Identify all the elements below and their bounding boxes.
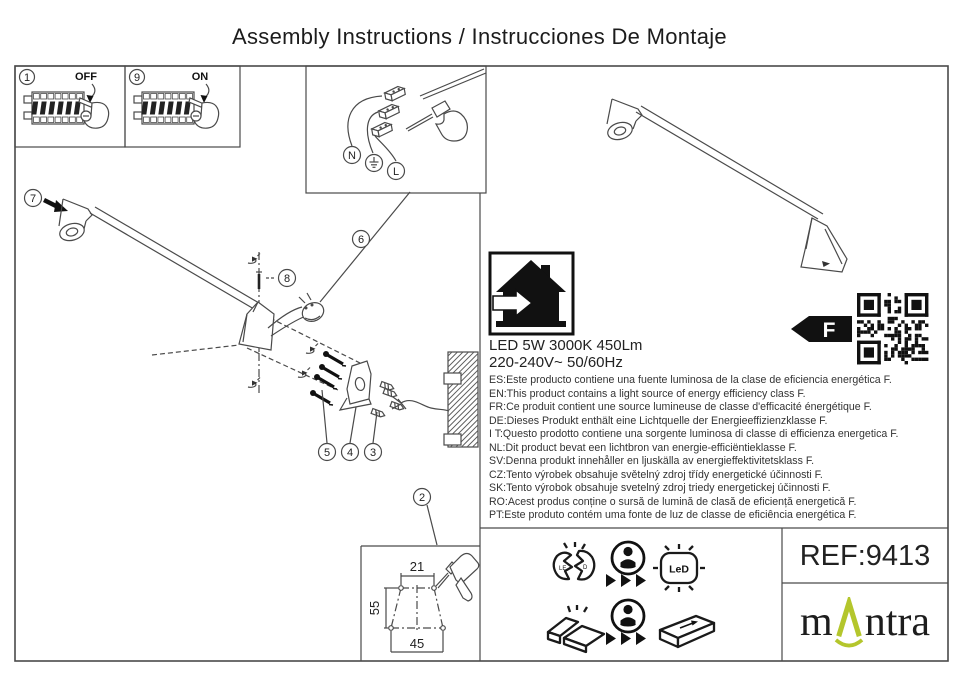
- callout-7: 7: [29, 193, 37, 205]
- brand-suffix: ntra: [864, 598, 930, 645]
- screw-icon: [323, 351, 346, 366]
- dim-bottom: 45: [409, 636, 425, 651]
- step-number: 9: [133, 72, 141, 84]
- brand-logo: [782, 584, 948, 659]
- neutral-label: N: [348, 150, 356, 162]
- drill-icon: [436, 554, 479, 602]
- replace-chevrons-icon: [606, 632, 646, 645]
- callout-5: 5: [323, 447, 331, 459]
- wiring-detail: [344, 69, 487, 180]
- energy-class-letter: F: [822, 319, 836, 342]
- reference-number: REF:9413: [799, 539, 931, 572]
- breaker-off-panel: [20, 70, 109, 129]
- screw-icon: [319, 364, 342, 379]
- breaker-on-panel: [130, 70, 219, 129]
- broken-driver-icon: [548, 605, 604, 652]
- terminal-block-icon: [384, 86, 406, 102]
- broken-led-right-label: D: [583, 565, 588, 571]
- language-line-ro: RO:Acest produs conține o sursă de lumină de clasă de eficiență energetică F.: [489, 495, 857, 508]
- specs-block: [489, 337, 951, 523]
- on-label: ON: [191, 71, 209, 83]
- led-glow-label: LeD: [669, 563, 689, 576]
- terminal-block-icon: [378, 104, 400, 120]
- callout-8: 8: [283, 273, 291, 285]
- house-energy-icon: [490, 253, 573, 334]
- callout-4: 4: [346, 447, 354, 459]
- language-line-de: DE:Dieses Produkt enthält eine Lichtquelle der Energieeffizienzklasse F.: [489, 414, 828, 427]
- screwdriver-hand-icon: [406, 101, 467, 141]
- assembled-lamp-drawing: [606, 99, 847, 272]
- rotate-arrow-icon: [248, 378, 260, 388]
- rotate-arrow-icon: [306, 344, 318, 354]
- led-glow-icon: [653, 544, 705, 592]
- broken-led-left-label: LE: [559, 566, 567, 572]
- language-line-en: EN:This product contains a light source of energy efficiency class F.: [489, 387, 806, 400]
- dim-top: 21: [409, 559, 425, 574]
- safety-icons: [548, 542, 714, 652]
- screw-icon: [310, 390, 333, 405]
- exploded-lamp-drawing: [44, 192, 410, 394]
- wall-cross-section: [444, 352, 478, 447]
- screw-icon: [314, 374, 337, 389]
- wall-anchor-icon: [383, 389, 397, 399]
- breaker-panel-icon: [24, 92, 84, 124]
- replace-chevrons-icon: [606, 574, 646, 587]
- broken-led-icon: [554, 542, 595, 580]
- callouts: [25, 190, 438, 546]
- language-line-es: ES:Este producto contiene una fuente luminosa de la clase de eficiencia energética F.: [489, 374, 892, 386]
- callout-3: 3: [369, 447, 377, 459]
- language-line-sk: SK:Tento výrobok obsahuje svetelný zdroj triedy energetickej účinnosti F.: [489, 482, 831, 495]
- installer-icon: [612, 542, 644, 574]
- language-lines: [489, 374, 951, 523]
- installer-icon: [612, 600, 644, 632]
- step-number: 1: [23, 72, 31, 84]
- callout-2: 2: [418, 492, 426, 504]
- power-spec: 220-240V~ 50/60Hz: [489, 354, 623, 371]
- rotate-arrow-icon: [248, 254, 260, 264]
- language-line-pt: PT:Este produto contém uma fonte de luz de classe de eficiência energética F.: [489, 509, 857, 522]
- language-line-fr: FR:Ce produit contient une source lumineuse de classe d'efficacité énergétique F.: [489, 401, 872, 414]
- wall-anchor-icon: [371, 409, 385, 419]
- brand-caret-icon: [834, 597, 864, 653]
- lamp-spec: LED 5W 3000K 450Lm: [489, 337, 643, 354]
- terminal-block-icon: [371, 122, 393, 138]
- mounting-dimensions: [367, 554, 479, 653]
- live-label: L: [392, 166, 400, 178]
- off-label: OFF: [75, 71, 97, 83]
- page-title: Assembly Instructions / Instrucciones De Montaje: [232, 24, 727, 49]
- brand-prefix: m: [800, 598, 833, 645]
- driver-box-icon: [660, 616, 714, 647]
- callout-6: 6: [357, 234, 365, 246]
- language-line-cz: CZ:Tento výrobek obsahuje světelný zdroj třídy energetické účinnosti F.: [489, 468, 823, 481]
- breaker-panel-icon: [134, 92, 194, 124]
- fixings-drawing: [298, 344, 478, 448]
- language-line-nl: NL:Dit product bevat een lichtbron van energie-efficiëntieklasse F.: [489, 441, 797, 454]
- language-line-sv: SV:Denna produkt innehåller en ljuskälla av energieffektivitetsklass F.: [489, 455, 815, 468]
- language-line-it: I T:Questo prodotto contiene una sorgente luminosa di classe di efficienza energetica F.: [489, 428, 899, 441]
- dim-side: 55: [367, 600, 382, 616]
